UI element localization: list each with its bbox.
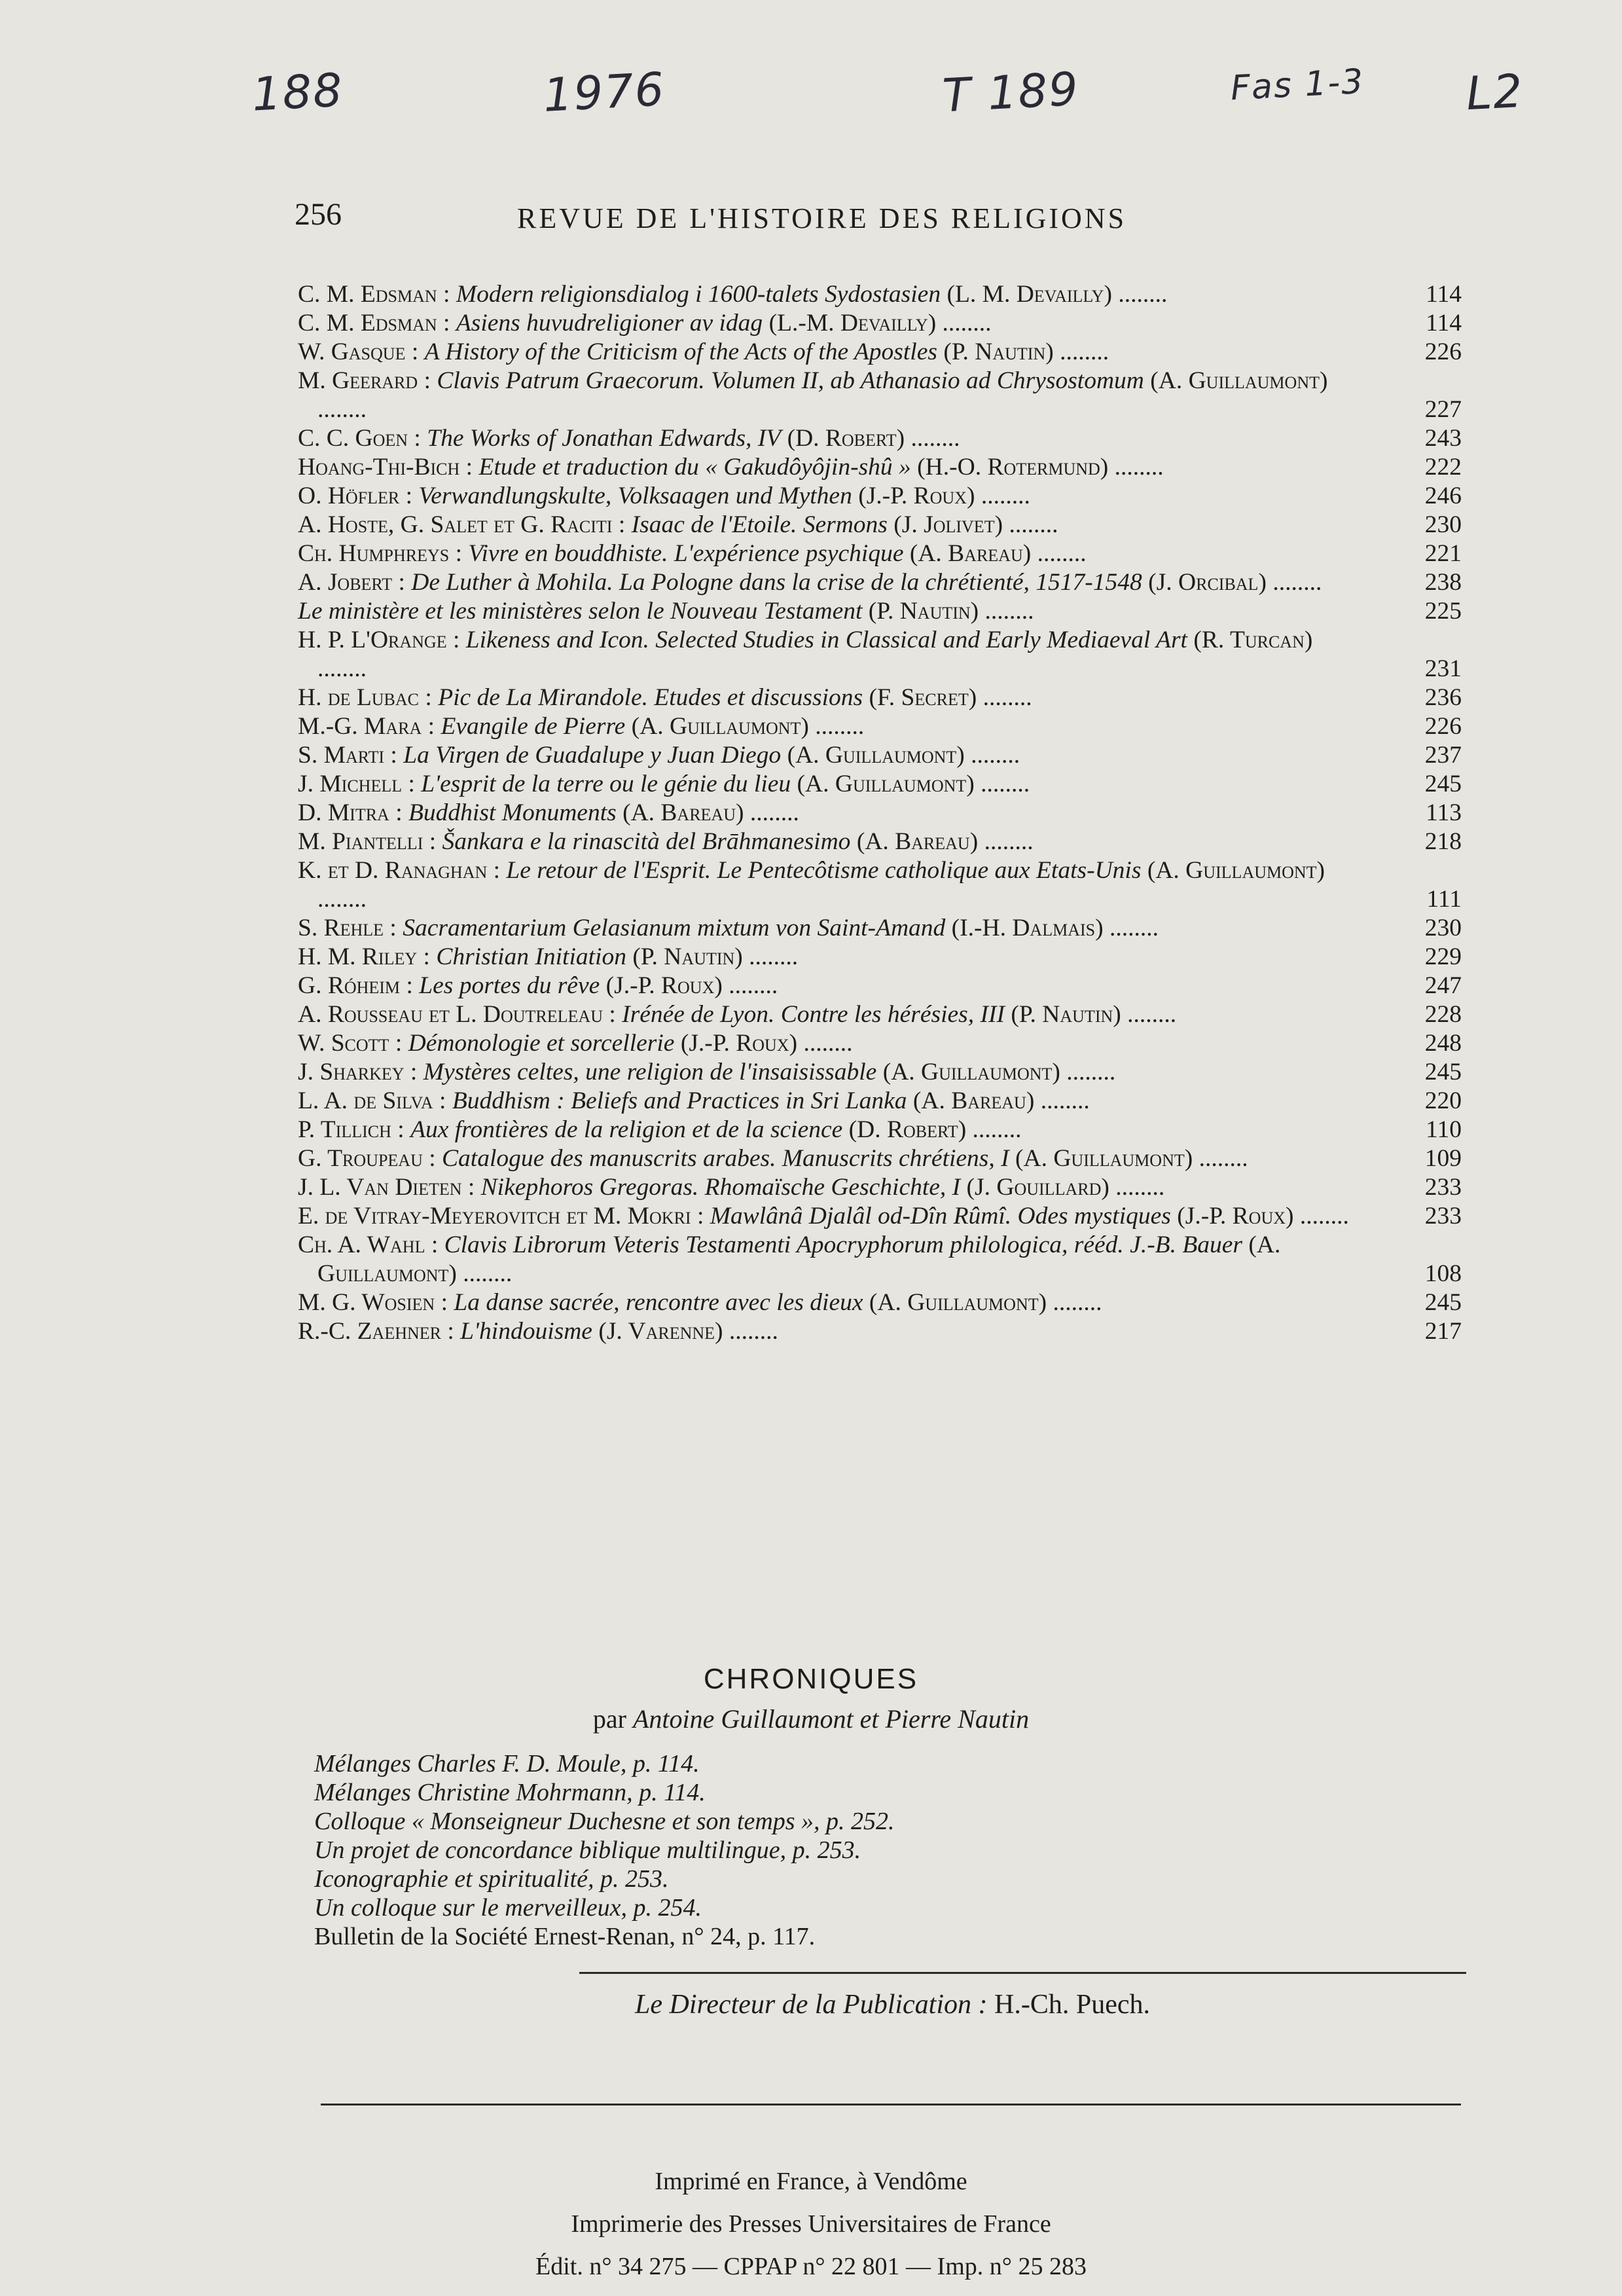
entry-reviewer: A. Bareau <box>630 799 736 826</box>
entry-text: W. Gasque : A History of the Criticism of the Acts of the Apostles (P. Nautin) ........ <box>298 338 1109 365</box>
entry-text: Ch. Humphreys : Vivre en bouddhiste. L'expérience psychique (A. Bareau) ........ <box>298 540 1087 567</box>
entry-page: 108 <box>1424 1260 1462 1287</box>
entry-author: Hoang-Thi-Bich <box>298 454 460 481</box>
entry-page: 109 <box>1424 1145 1462 1172</box>
imprint-line-1: Imprimé en France, à Vendôme <box>655 2168 967 2195</box>
entry-author: M.-G. Mara <box>298 713 422 740</box>
index-entry <box>298 309 1462 338</box>
page-number: 256 <box>295 197 342 232</box>
entry-author: G. Troupeau <box>298 1145 423 1172</box>
entry-title: Buddhist Monuments <box>408 799 617 826</box>
entry-page: 246 <box>1424 483 1462 509</box>
entry-text: J. Sharkey : Mystères celtes, une religion de l'insaisissable (A. Guillaumont) ........ <box>298 1059 1116 1085</box>
index-entry <box>298 1144 1462 1173</box>
entry-author: K. et D. Ranaghan <box>298 857 488 884</box>
entry-text: Le ministère et les ministères selon le Nouveau Testament (P. Nautin) ........ <box>298 598 1034 625</box>
entry-author: M. Piantelli <box>298 828 424 855</box>
chronique-item: Bulletin de la Société Ernest-Renan, n° 24, p. 117. <box>314 1923 816 1950</box>
running-header <box>295 196 1396 236</box>
index-entry <box>298 972 1462 1000</box>
entry-author: O. Höfler <box>298 483 400 509</box>
entry-title: Etude et traduction du « Gakudôyôjin-shû » <box>478 454 911 481</box>
entry-text: K. et D. Ranaghan : Le retour de l'Esprit. Le Pentecôtisme catholique aux Etats-Unis (A. Guillaumont) ........ <box>298 857 1325 913</box>
index-entry <box>298 712 1462 741</box>
entry-author: H. P. L'Orange <box>298 627 447 653</box>
entry-title: Nikephoros Gregoras. Rhomaïsche Geschichte, I <box>480 1174 961 1201</box>
entry-page: 228 <box>1424 1001 1462 1028</box>
entry-reviewer: P. Nautin <box>951 338 1046 365</box>
entry-author: J. Michell <box>298 771 403 797</box>
handwritten-note-3: T 189 <box>941 62 1081 123</box>
entry-text: M. Geerard : Clavis Patrum Graecorum. Volumen II, ab Athanasio ad Chrysostomum (A. Guillaumont) ........ <box>298 367 1328 423</box>
entry-reviewer: J.-P. Roux <box>1185 1203 1286 1230</box>
entry-text: H. M. Riley : Christian Initiation (P. Nautin) ........ <box>298 943 799 970</box>
index-entry <box>298 626 1462 683</box>
entry-reviewer: I.-H. Dalmais <box>960 915 1096 941</box>
handwritten-note-1: 188 <box>250 63 345 122</box>
entry-title: La danse sacrée, rencontre avec les dieux <box>454 1289 863 1316</box>
entry-page: 226 <box>1424 713 1462 740</box>
index-entry <box>298 799 1462 828</box>
entry-title: Šankara e la rinascità del Brāhmanesimo <box>442 828 851 855</box>
entry-reviewer: D. Robert <box>857 1116 958 1143</box>
entry-author: G. Róheim <box>298 972 401 999</box>
index-entry <box>298 338 1462 367</box>
entry-text: H. P. L'Orange : Likeness and Icon. Selected Studies in Classical and Early Mediaeval Art (R. Turcan) ........ <box>298 627 1313 682</box>
entry-text: C. M. Edsman : Asiens huvudreligioner av idag (L.-M. Devailly) ........ <box>298 310 992 337</box>
entry-reviewer: J. Varenne <box>606 1318 715 1345</box>
index-entry <box>298 1231 1462 1288</box>
entry-text: S. Marti : La Virgen de Guadalupe y Juan Diego (A. Guillaumont) ........ <box>298 742 1020 769</box>
entry-title: Vivre en bouddhiste. L'expérience psychique <box>468 540 904 567</box>
handwritten-note-5: L2 <box>1464 64 1525 121</box>
entry-title: Le retour de l'Esprit. Le Pentecôtisme catholique aux Etats-Unis <box>506 857 1142 884</box>
entry-page: 114 <box>1426 310 1462 337</box>
entry-title: Likeness and Icon. Selected Studies in Classical and Early Mediaeval Art <box>465 627 1187 653</box>
entry-reviewer: J.-P. Roux <box>866 483 967 509</box>
entry-text: E. de Vitray-Meyerovitch et M. Mokri : Mawlânâ Djalâl od-Dîn Rûmî. Odes mystiques (J.-P. Roux) ........ <box>298 1203 1349 1230</box>
entry-page: 248 <box>1424 1030 1462 1057</box>
entry-title: Pic de La Mirandole. Etudes et discussions <box>438 684 863 711</box>
entry-reviewer: L. M. Devailly <box>954 281 1104 308</box>
entry-title: The Works of Jonathan Edwards, IV <box>427 425 782 452</box>
entry-author: P. Tillich <box>298 1116 391 1143</box>
index-entry <box>298 943 1462 972</box>
entry-page: 227 <box>1424 396 1462 423</box>
entry-page: 237 <box>1424 742 1462 769</box>
entry-title: Isaac de l'Etoile. Sermons <box>631 511 888 538</box>
entry-author: H. de Lubac <box>298 684 420 711</box>
index-entry <box>298 1058 1462 1087</box>
entry-text: W. Scott : Démonologie et sorcellerie (J.-P. Roux) ........ <box>298 1030 853 1057</box>
entry-title: A History of the Criticism of the Acts of the Apostles <box>424 338 937 365</box>
byline-authors: Antoine Guillaumont et Pierre Nautin <box>632 1704 1030 1734</box>
entry-reviewer: F. Secret <box>876 684 969 711</box>
entry-reviewer: A. Bareau <box>918 540 1023 567</box>
entry-page: 226 <box>1424 338 1462 365</box>
index-entry <box>298 511 1462 539</box>
index-entry <box>298 539 1462 568</box>
entry-author: E. de Vitray-Meyerovitch et M. Mokri <box>298 1203 691 1230</box>
index-entry <box>298 741 1462 770</box>
entry-text: L. A. de Silva : Buddhism : Beliefs and Practices in Sri Lanka (A. Bareau) ........ <box>298 1087 1090 1114</box>
entry-text: C. C. Goen : The Works of Jonathan Edwards, IV (D. Robert) ........ <box>298 425 960 452</box>
entry-reviewer: A. Guillaumont <box>317 1231 1281 1287</box>
entry-title: Christian Initiation <box>436 943 626 970</box>
handwritten-note-4: Fas 1-3 <box>1229 62 1365 109</box>
imprint-line-2: Imprimerie des Presses Universitaires de France <box>571 2210 1051 2238</box>
entry-title: Clavis Patrum Graecorum. Volumen II, ab Athanasio ad Chrysostomum <box>437 367 1144 394</box>
entry-reviewer: A. Bareau <box>865 828 970 855</box>
entry-author: Ch. Humphreys <box>298 540 450 567</box>
chronique-item: Iconographie et spiritualité, p. 253. <box>314 1865 669 1893</box>
entry-page: 230 <box>1424 511 1462 538</box>
entry-author: M. Geerard <box>298 367 418 394</box>
index-entry <box>298 280 1462 309</box>
entry-page: 233 <box>1424 1174 1462 1201</box>
entry-title: De Luther à Mohila. La Pologne dans la crise de la chrétienté, 1517-1548 <box>411 569 1142 596</box>
entry-title: Irénée de Lyon. Contre les hérésies, III <box>622 1001 1005 1028</box>
entry-page: 114 <box>1426 281 1462 308</box>
entry-title: Mawlânâ Djalâl od-Dîn Rûmî. Odes mystiques <box>710 1203 1171 1230</box>
entry-reviewer: A. Guillaumont <box>1023 1145 1185 1172</box>
index-entry <box>298 1173 1462 1202</box>
entry-page: 243 <box>1424 425 1462 452</box>
entry-author: C. M. Edsman <box>298 310 437 337</box>
chroniques-heading: CHRONIQUES <box>703 1663 919 1695</box>
entry-reviewer: J. Jolivet <box>901 511 995 538</box>
chroniques-byline <box>0 1704 1622 1734</box>
entry-reviewer: H.-O. Rotermund <box>925 454 1100 481</box>
entry-page: 245 <box>1424 1059 1462 1085</box>
entry-reviewer: A. Guillaumont <box>891 1059 1053 1085</box>
entry-title: Mystères celtes, une religion de l'insaisissable <box>423 1059 877 1085</box>
entry-reviewer: J. Gouillard <box>975 1174 1102 1201</box>
entry-page: 218 <box>1424 828 1462 855</box>
entry-page: 236 <box>1424 684 1462 711</box>
chronique-item: Mélanges Christine Mohrmann, p. 114. <box>314 1779 706 1806</box>
entry-text: H. de Lubac : Pic de La Mirandole. Etudes et discussions (F. Secret) ........ <box>298 684 1032 711</box>
index-entry <box>298 453 1462 482</box>
entry-title: L'hindouisme <box>460 1318 592 1345</box>
entry-title: Catalogue des manuscrits arabes. Manuscrits chrétiens, I <box>442 1145 1009 1172</box>
entry-author: M. G. Wosien <box>298 1289 435 1316</box>
entry-author: R.-C. Zaehner <box>298 1318 441 1345</box>
entry-author: W. Gasque <box>298 338 406 365</box>
index-entry <box>298 568 1462 597</box>
entry-page: 233 <box>1424 1203 1462 1230</box>
entry-page: 222 <box>1424 454 1462 481</box>
index-entry <box>298 482 1462 511</box>
chronique-item: Un projet de concordance biblique multilingue, p. 253. <box>314 1836 861 1864</box>
entry-text: A. Rousseau et L. Doutreleau : Irénée de Lyon. Contre les hérésies, III (P. Nautin) ........ <box>298 1001 1177 1028</box>
handwritten-note-2: 1976 <box>541 62 667 122</box>
entry-title: La Virgen de Guadalupe y Juan Diego <box>403 742 782 769</box>
entry-text: Hoang-Thi-Bich : Etude et traduction du « Gakudôyôjin-shû » (H.-O. Rotermund) ........ <box>298 454 1164 481</box>
index-entry <box>298 856 1462 914</box>
chronique-item: Colloque « Monseigneur Duchesne et son temps », p. 252. <box>314 1808 895 1835</box>
index-entry <box>298 1087 1462 1116</box>
entry-page: 225 <box>1424 598 1462 625</box>
entry-author: L. A. de Silva <box>298 1087 433 1114</box>
entry-author: S. Rehle <box>298 915 384 941</box>
entry-reviewer: J.-P. Roux <box>689 1030 789 1057</box>
entry-title: Verwandlungskulte, Volksaagen und Mythen <box>418 483 852 509</box>
review-index <box>298 280 1462 1346</box>
entry-title: L'esprit de la terre ou le génie du lieu <box>421 771 791 797</box>
entry-author: C. C. Goen <box>298 425 408 452</box>
entry-title: Modern religionsdialog i 1600-talets Sydostasien <box>456 281 941 308</box>
index-entry <box>298 1116 1462 1144</box>
chronique-item: Mélanges Charles F. D. Moule, p. 114. <box>314 1750 700 1777</box>
entry-reviewer: P. Nautin <box>640 943 735 970</box>
index-entry <box>298 1317 1462 1346</box>
entry-text: Ch. A. Wahl : Clavis Librorum Veteris Testamenti Apocryphorum philologica, rééd. J.-B. Bauer (A. Guillaumont) ........ <box>298 1231 1281 1287</box>
entry-text: P. Tillich : Aux frontières de la religion et de la science (D. Robert) ........ <box>298 1116 1022 1143</box>
entry-reviewer: J.-P. Roux <box>614 972 715 999</box>
entry-author: D. Mitra <box>298 799 389 826</box>
index-entry <box>298 770 1462 799</box>
index-entry <box>298 367 1462 424</box>
entry-author: H. M. Riley <box>298 943 418 970</box>
chroniques-list <box>314 1749 895 1951</box>
director-line <box>635 1989 1150 2020</box>
index-entry <box>298 1202 1462 1231</box>
entry-page: 238 <box>1424 569 1462 596</box>
entry-page: 231 <box>1424 655 1462 682</box>
entry-text: G. Róheim : Les portes du rêve (J.-P. Roux) ........ <box>298 972 778 999</box>
entry-reviewer: J. Orcibal <box>1156 569 1259 596</box>
entry-text: M.-G. Mara : Evangile de Pierre (A. Guillaumont) ........ <box>298 713 865 740</box>
index-entry <box>298 1029 1462 1058</box>
entry-title: Clavis Librorum Veteris Testamenti Apocryphorum philologica, rééd. J.-B. Bauer <box>444 1231 1242 1258</box>
entry-text: G. Troupeau : Catalogue des manuscrits arabes. Manuscrits chrétiens, I (A. Guillaumont) ........ <box>298 1145 1248 1172</box>
entry-page: 230 <box>1424 915 1462 941</box>
entry-reviewer: A. Guillaumont <box>795 742 957 769</box>
entry-title: Sacramentarium Gelasianum mixtum von Saint-Amand <box>403 915 946 941</box>
entry-reviewer: A. Guillaumont <box>1155 857 1317 884</box>
entry-page: 113 <box>1426 799 1462 826</box>
entry-author: A. Jobert <box>298 569 393 596</box>
entry-reviewer: A. Guillaumont <box>640 713 801 740</box>
chronique-item: Un colloque sur le merveilleux, p. 254. <box>314 1894 702 1922</box>
entry-page: 221 <box>1424 540 1462 567</box>
entry-text: A. Jobert : De Luther à Mohila. La Pologne dans la crise de la chrétienté, 1517-1548 (J. Orcibal) ........ <box>298 569 1322 596</box>
divider-rule-bottom <box>321 2104 1461 2105</box>
entry-text: C. M. Edsman : Modern religionsdialog i 1600-talets Sydostasien (L. M. Devailly) ........ <box>298 281 1168 308</box>
entry-page: 247 <box>1424 972 1462 999</box>
entry-author: J. Sharkey <box>298 1059 405 1085</box>
entry-reviewer: D. Robert <box>795 425 897 452</box>
entry-page: 229 <box>1424 943 1462 970</box>
entry-reviewer: A. Guillaumont <box>877 1289 1039 1316</box>
index-entry <box>298 1000 1462 1029</box>
divider-rule-top <box>579 1972 1466 1974</box>
entry-author: S. Marti <box>298 742 385 769</box>
entry-text: J. L. Van Dieten : Nikephoros Gregoras. Rhomaïsche Geschichte, I (J. Gouillard) ........ <box>298 1174 1165 1201</box>
entry-author: A. Rousseau et L. Doutreleau <box>298 1001 603 1028</box>
index-entry <box>298 1288 1462 1317</box>
entry-text: A. Hoste, G. Salet et G. Raciti : Isaac de l'Etoile. Sermons (J. Jolivet) ........ <box>298 511 1058 538</box>
index-entry <box>298 914 1462 943</box>
entry-author: W. Scott <box>298 1030 389 1057</box>
entry-page: 245 <box>1424 1289 1462 1316</box>
entry-page: 217 <box>1424 1318 1462 1345</box>
entry-title: Aux frontières de la religion et de la science <box>410 1116 843 1143</box>
entry-text: D. Mitra : Buddhist Monuments (A. Bareau) ........ <box>298 799 799 826</box>
entry-reviewer: P. Nautin <box>1018 1001 1113 1028</box>
entry-text: M. G. Wosien : La danse sacrée, rencontre avec les dieux (A. Guillaumont) ........ <box>298 1289 1102 1316</box>
entry-title: Buddhism : Beliefs and Practices in Sri Lanka <box>452 1087 907 1114</box>
entry-title: Démonologie et sorcellerie <box>408 1030 675 1057</box>
entry-reviewer: L.-M. Devailly <box>777 310 928 337</box>
entry-text: S. Rehle : Sacramentarium Gelasianum mixtum von Saint-Amand (I.-H. Dalmais) ........ <box>298 915 1159 941</box>
entry-page: 220 <box>1424 1087 1462 1114</box>
entry-title: Evangile de Pierre <box>441 713 626 740</box>
index-entry <box>298 683 1462 712</box>
index-entry <box>298 828 1462 856</box>
entry-title: Les portes du rêve <box>419 972 600 999</box>
index-entry <box>298 424 1462 453</box>
entry-author: Ch. A. Wahl <box>298 1231 425 1258</box>
entry-reviewer: A. Guillaumont <box>805 771 967 797</box>
entry-text: J. Michell : L'esprit de la terre ou le génie du lieu (A. Guillaumont) ........ <box>298 771 1030 797</box>
entry-reviewer: A. Guillaumont <box>1158 367 1320 394</box>
director-name: H.-Ch. Puech. <box>994 1990 1150 2020</box>
entry-title: Le ministère et les ministères selon le Nouveau Testament <box>298 598 863 625</box>
entry-reviewer: P. Nautin <box>876 598 971 625</box>
imprint-line-3: Édit. n° 34 275 — CPPAP n° 22 801 — Imp. n° 25 283 <box>535 2253 1087 2280</box>
index-entry <box>298 597 1462 626</box>
director-label: Le Directeur de la Publication : <box>635 1990 988 2020</box>
entry-page: 111 <box>1426 886 1462 913</box>
entry-page: 110 <box>1426 1116 1462 1143</box>
entry-author: A. Hoste, G. Salet et G. Raciti <box>298 511 613 538</box>
entry-reviewer: R. Turcan <box>1201 627 1305 653</box>
entry-page: 245 <box>1424 771 1462 797</box>
entry-reviewer: A. Bareau <box>921 1087 1026 1114</box>
entry-text: O. Höfler : Verwandlungskulte, Volksaagen und Mythen (J.-P. Roux) ........ <box>298 483 1030 509</box>
entry-author: C. M. Edsman <box>298 281 437 308</box>
entry-text: R.-C. Zaehner : L'hindouisme (J. Varenne) ........ <box>298 1318 778 1345</box>
byline-par: par <box>592 1704 626 1734</box>
entry-title: Asiens huvudreligioner av idag <box>456 310 763 337</box>
entry-author: J. L. Van Dieten <box>298 1174 462 1201</box>
entry-text: M. Piantelli : Šankara e la rinascità del Brāhmanesimo (A. Bareau) ........ <box>298 828 1034 855</box>
journal-title: REVUE DE L'HISTOIRE DES RELIGIONS <box>517 202 1127 234</box>
